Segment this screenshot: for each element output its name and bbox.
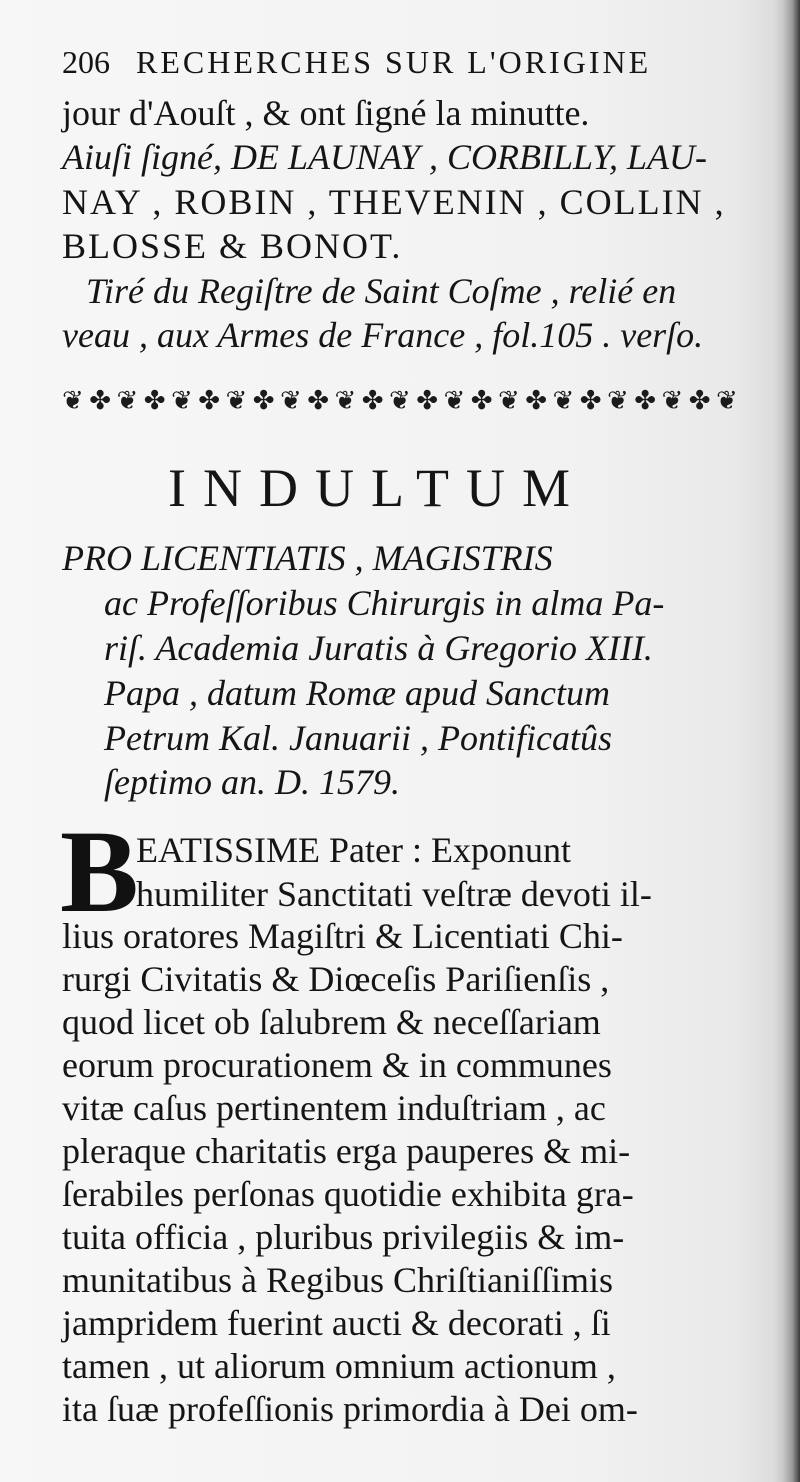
subtitle-line: PRO LICENTIATIS , MAGISTRIS [62,538,553,578]
body-line: humiliter Sanctitati veſtræ devoti il- [136,874,652,914]
text-line: Aiuſi ſigné, DE LAUNAY , CORBILLY, LAU- [62,137,708,177]
ornament-icon: ✤ [634,386,657,416]
ornament-icon: ✤ [470,386,493,416]
subtitle-line: Papa , datum Romæ apud Sanctum [104,673,610,713]
subtitle-line: ſeptimo an. D. 1579. [104,762,400,802]
page-gutter-shadow [774,0,800,1482]
ornament-icon: ❦ [334,386,357,416]
body-line: pleraque charitatis erga pauperes & mi- [62,1131,631,1171]
running-header [62,44,651,81]
ornament-icon: ✤ [525,386,548,416]
body-line: tuita officia , pluribus privilegiis & im- [62,1217,625,1257]
ornament-icon: ✤ [688,386,711,416]
ornament-icon: ❦ [116,386,139,416]
body-line: EATISSIME Pater : Exponunt [136,830,571,870]
ornament-icon: ✤ [361,386,384,416]
drop-cap: B [60,806,139,937]
body-line: quod licet ob ſalubrem & neceſſariam [62,1002,601,1042]
ornament-icon: ✤ [89,386,112,416]
body-line: ita ſuæ profeſſionis primordia à Dei om- [62,1389,638,1429]
ornament-icon: ❦ [62,386,84,416]
body-line: tamen , ut aliorum omnium actionum , [62,1346,616,1386]
body-line: ſerabiles perſonas quotidie exhibita gra- [62,1174,634,1214]
ornament-icon: ❦ [443,386,466,416]
ornament-icon: ❦ [552,386,575,416]
ornament-icon: ✤ [252,386,275,416]
ornament-icon: ❦ [171,386,193,416]
body-line: lius oratores Magiſtri & Licentiati Chi- [62,916,623,956]
page-number: 206 [62,44,110,80]
text-line: NAY , ROBIN , THEVENIN , COLLIN , [62,182,726,222]
ornament-icon: ❦ [498,386,520,416]
ornament-icon: ✤ [307,386,330,416]
body-line: vitæ caſus pertinentem induſtriam , ac [62,1088,606,1128]
subtitle-line: ac Profeſſoribus Chirurgis in alma Pa- [104,583,665,623]
body-line: eorum procurationem & in communes [62,1045,612,1085]
ornament-icon: ✤ [579,386,602,416]
ornament-icon: ❦ [661,386,684,416]
text-line: jour d'Aouſt , & ont ſigné la minutte. [62,93,590,133]
subtitle-line: riſ. Academia Juratis à Gregorio XIII. [104,628,653,668]
subtitle-line: Petrum Kal. Januarii , Pontificatûs [104,718,612,758]
ornament-icon: ✤ [416,386,439,416]
running-title: RECHERCHES SUR L'ORIGINE [136,44,652,80]
body-line: rurgi Civitatis & Diœceſis Pariſienſis , [62,959,610,999]
text-line: veau , aux Armes de France , fol.105 . verſo. [62,315,704,355]
ornamental-rule [62,378,738,424]
ornament-icon: ❦ [280,386,302,416]
section-title: INDULTUM [168,458,587,518]
ornament-icon: ❦ [225,386,248,416]
ornament-icon: ❦ [607,386,629,416]
ornament-icon: ❦ [716,386,738,416]
ornament-icon: ✤ [198,386,221,416]
text-line: BLOSSE & BONOT. [62,226,403,266]
body-line: jampridem fuerint aucti & decorati , ſi [62,1303,611,1343]
ornament-icon: ❦ [389,386,411,416]
ornament-icon: ✤ [143,386,166,416]
text-line: Tiré du Regiſtre de Saint Coſme , relié en [86,271,677,311]
body-line: munitatibus à Regibus Chriſtianiſſimis [62,1260,613,1300]
